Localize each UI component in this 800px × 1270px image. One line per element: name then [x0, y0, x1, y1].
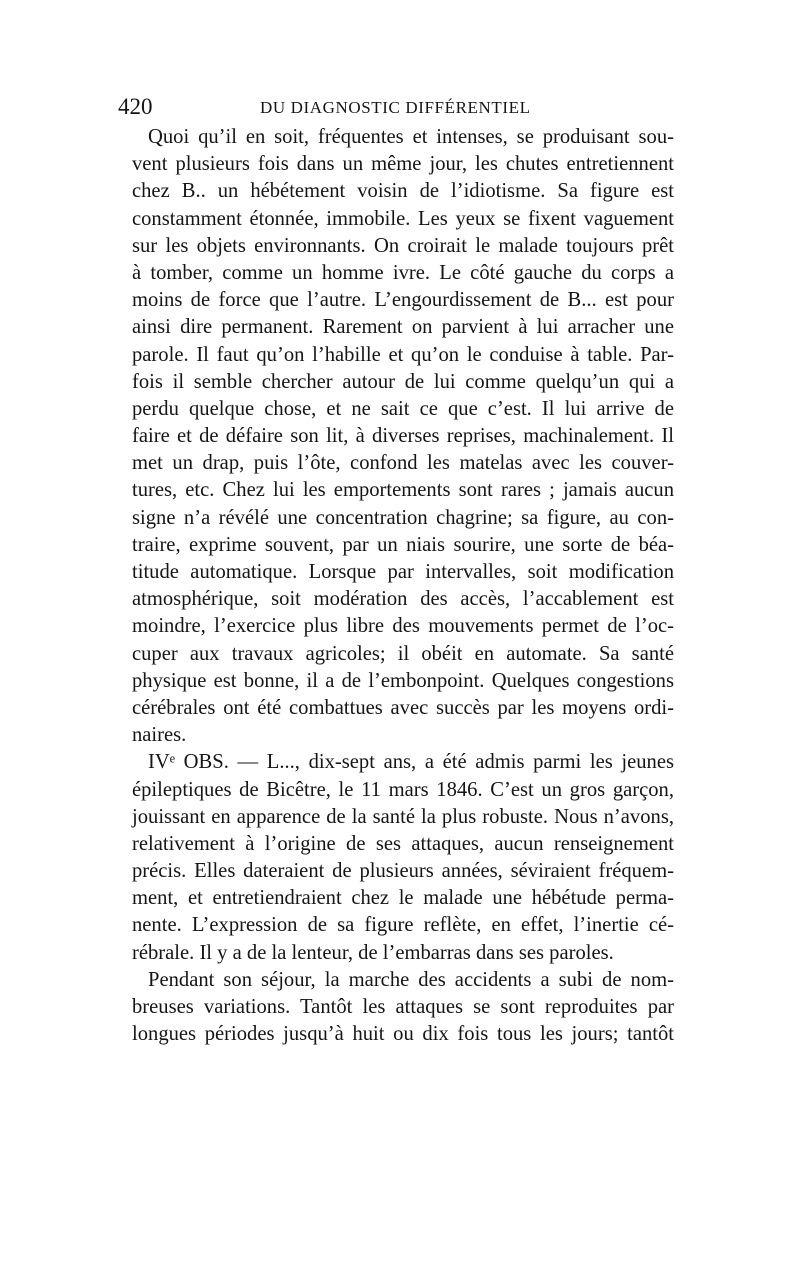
- text-line: fois il semble chercher autour de lui comme quelqu’un qui a: [132, 370, 674, 393]
- text-line: Quoi qu’il en soit, fréquentes et intenses, se produisant sou-: [148, 126, 674, 148]
- text-line: atmosphérique, soit modération des accès, l’accablement est: [132, 588, 674, 611]
- body-text: [132, 124, 674, 1048]
- running-title: DU DIAGNOSTIC DIFFÉRENTIEL: [260, 98, 531, 117]
- text-line: parole. Il faut qu’on l’habille et qu’on le conduise à table. Par-: [132, 343, 674, 366]
- text-line: titude automatique. Lorsque par intervalles, soit modification: [132, 561, 674, 583]
- running-head: [118, 92, 674, 122]
- text-line: rébrale. Il y a de la lenteur, de l’embarras dans ses paroles.: [132, 941, 614, 964]
- text-line: jouissant en apparence de la santé la plus robuste. Nous n’avons,: [132, 805, 674, 828]
- text-line: faire et de défaire son lit, à diverses reprises, machinalement. Il: [132, 425, 674, 448]
- text-line: met un drap, puis l’ôte, confond les matelas avec les couver-: [132, 452, 674, 475]
- text-line: physique est bonne, il a de l’embonpoint. Quelques congestions: [132, 669, 674, 692]
- text-line: perdu quelque chose, et ne sait ce que c’est. Il lui arrive de: [132, 397, 674, 420]
- text-line: cuper aux travaux agricoles; il obéit en automate. Sa santé: [132, 642, 674, 665]
- text-line: précis. Elles dateraient de plusieurs années, séviraient fréquem-: [132, 860, 674, 883]
- text-line: longues périodes jusqu’à huit ou dix fois tous les jours; tantôt: [132, 1023, 674, 1046]
- text-line: IVᵉ OBS. — L..., dix-sept ans, a été admis parmi les jeunes: [148, 751, 674, 774]
- text-line: vent plusieurs fois dans un même jour, les chutes entretiennent: [132, 153, 674, 176]
- text-line: cérébrales ont été combattues avec succès par les moyens ordi-: [132, 696, 674, 719]
- page-number: 420: [118, 94, 153, 119]
- text-line: sur les objets environnants. On croirait le malade toujours prêt: [132, 234, 674, 257]
- text-line: moindre, l’exercice plus libre des mouvements permet de l’oc-: [132, 615, 674, 638]
- text-line: breuses variations. Tantôt les attaques se sont reproduites par: [132, 996, 674, 1018]
- text-line: épileptiques de Bicêtre, le 11 mars 1846. C’est un gros garçon,: [132, 778, 674, 801]
- text-line: constamment étonnée, immobile. Les yeux se fixent vaguement: [132, 207, 674, 230]
- text-line: Pendant son séjour, la marche des accidents a subi de nom-: [148, 968, 674, 991]
- text-line: moins de force que l’autre. L’engourdissement de B... est pour: [132, 289, 674, 312]
- text-line: à tomber, comme un homme ivre. Le côté gauche du corps a: [132, 261, 674, 284]
- text-line: traire, exprime souvent, par un niais sourire, une sorte de béa-: [132, 533, 674, 556]
- text-line: tures, etc. Chez lui les emportements sont rares ; jamais aucun: [132, 479, 674, 502]
- text-line: signe n’a révélé une concentration chagrine; sa figure, au con-: [132, 506, 674, 529]
- text-line: relativement à l’origine de ses attaques, aucun renseignement: [132, 832, 674, 855]
- text-line: chez B.. un hébétement voisin de l’idiotisme. Sa figure est: [132, 180, 674, 203]
- text-line: nente. L’expression de sa figure reflète, en effet, l’inertie cé-: [132, 914, 674, 937]
- text-line: ainsi dire permanent. Rarement on parvient à lui arracher une: [132, 316, 674, 339]
- text-line: ment, et entretiendraient chez le malade une hébétude perma-: [132, 887, 674, 910]
- text-line: naires.: [132, 724, 187, 747]
